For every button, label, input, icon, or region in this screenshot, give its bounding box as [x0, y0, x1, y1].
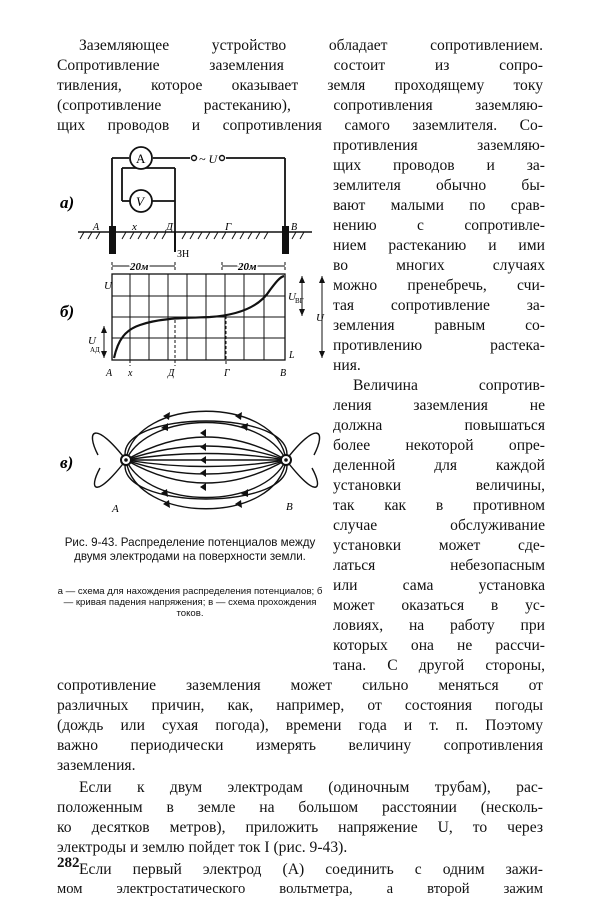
column-line: деленной для каждой [333, 457, 545, 474]
text-line: Заземляющее устройство обладает сопротивлением. [79, 37, 543, 54]
source-label: ~ U [199, 152, 218, 166]
column-line: ловиях, на работу при [333, 617, 545, 634]
column-line: установки величины, [333, 477, 545, 494]
svg-text:х: х [128, 368, 133, 379]
svg-text:U: U [88, 335, 96, 347]
text-line: (дождь или сухая погода), времени года и т. п. Поэтому [57, 717, 543, 734]
svg-text:А: А [106, 368, 113, 379]
text-line: положенным в земле на большом расстоянии (несколь- [57, 799, 543, 816]
svg-text:В: В [286, 501, 293, 513]
column-line: нием растеканию и ими [333, 237, 545, 254]
svg-text:В: В [280, 368, 287, 379]
text-line: различных причин, как, например, от состояния погоды [57, 697, 543, 714]
column-line: Величина сопротив- [353, 377, 545, 394]
column-line: земления равным со- [333, 317, 545, 334]
text-line: мом электростатического вольтметра, а второй зажим [57, 881, 543, 897]
column-line: которых она не рассчи- [333, 637, 545, 654]
column-line: противлению растека- [333, 337, 545, 354]
column-line: латься небезопасным [333, 557, 545, 574]
label-v: в) [60, 453, 74, 472]
svg-text:U: U [316, 312, 324, 324]
svg-text:Д: Д [168, 368, 175, 379]
column-line: нению с сопротивле- [333, 217, 545, 234]
column-line: или сама установка [333, 577, 545, 594]
svg-text:ВГ: ВГ [295, 297, 304, 305]
figure-legend: а — схема для нахождения распределения потенциалов; б — кривая падения напряжения; в — схема прохождения токов. [57, 586, 323, 619]
svg-text:А: А [112, 503, 119, 515]
svg-text:ЗН: ЗН [177, 249, 190, 260]
svg-text:Г: Г [225, 221, 232, 233]
svg-text:Д: Д [166, 221, 173, 233]
electrode-b [282, 226, 289, 254]
text-line: ко десятков метров), приложить напряжение U, то через [57, 819, 543, 836]
ammeter-label: A [136, 151, 146, 166]
svg-text:А: А [93, 222, 100, 233]
svg-text:L: L [289, 350, 295, 361]
column-line: может оказаться в ус- [333, 597, 545, 614]
column-line: ления заземления не [333, 397, 545, 414]
column-line: землителя обычно бы- [333, 177, 545, 194]
column-line: ния. [333, 357, 361, 374]
label-a: а) [60, 193, 75, 212]
svg-text:Г: Г [224, 368, 230, 379]
svg-text:20м: 20м [238, 261, 257, 273]
terminal-icon [192, 156, 197, 161]
page-number: 282 [57, 855, 80, 871]
text-line: сопротивление заземления может сильно меняться от [57, 677, 543, 694]
label-b: б) [60, 302, 75, 321]
text-line: (сопротивление растеканию), сопротивления заземляю- [57, 97, 543, 114]
column-line: вают малыми по срав- [333, 197, 545, 214]
svg-text:АД: АД [90, 346, 100, 354]
terminal-icon [220, 156, 225, 161]
figure-caption: Рис. 9-43. Распределение потенциалов между двумя электродами на поверхности земли. [64, 536, 316, 563]
text-line: Если первый электрод (A) соединить с одним зажи- [79, 861, 543, 878]
figure-9-43 [50, 130, 332, 530]
column-line: щих проводов и за- [333, 157, 545, 174]
text-line: электроды и землю пойдет ток I (рис. 9-43). [57, 839, 348, 856]
voltmeter-label: V [136, 194, 144, 209]
column-line: противления заземляю- [333, 137, 545, 154]
text-line: тана. С другой стороны, [333, 657, 545, 674]
column-line: должна повышаться [333, 417, 545, 434]
svg-text:х: х [132, 221, 137, 233]
text-line: важно периодически измерять величину сопротивления [57, 737, 543, 754]
text-line: тивления, которое оказывает земля проходящему току [57, 77, 543, 94]
column-line: случае обслуживание [333, 517, 545, 534]
column-line: так как в противном [333, 497, 545, 514]
column-line: тая сопротивление за- [333, 297, 545, 314]
text-line: заземления. [57, 757, 136, 774]
svg-text:U: U [104, 280, 112, 292]
svg-text:20м: 20м [130, 261, 149, 273]
column-line: установки может сде- [333, 537, 545, 554]
text-line: Если к двум электродам (одиночным трубам), рас- [79, 779, 543, 796]
column-line: можно пренебречь, счи- [333, 277, 545, 294]
text-line: Сопротивление заземления состоит из сопро- [57, 57, 543, 74]
svg-text:U: U [288, 291, 296, 303]
column-line: более некоторой опре- [333, 437, 545, 454]
column-line: во многих случаях [333, 257, 545, 274]
svg-text:В: В [291, 222, 298, 233]
electrode-a [109, 226, 116, 254]
text-line: щих проводов и сопротивления самого заземлителя. Со- [57, 117, 543, 134]
